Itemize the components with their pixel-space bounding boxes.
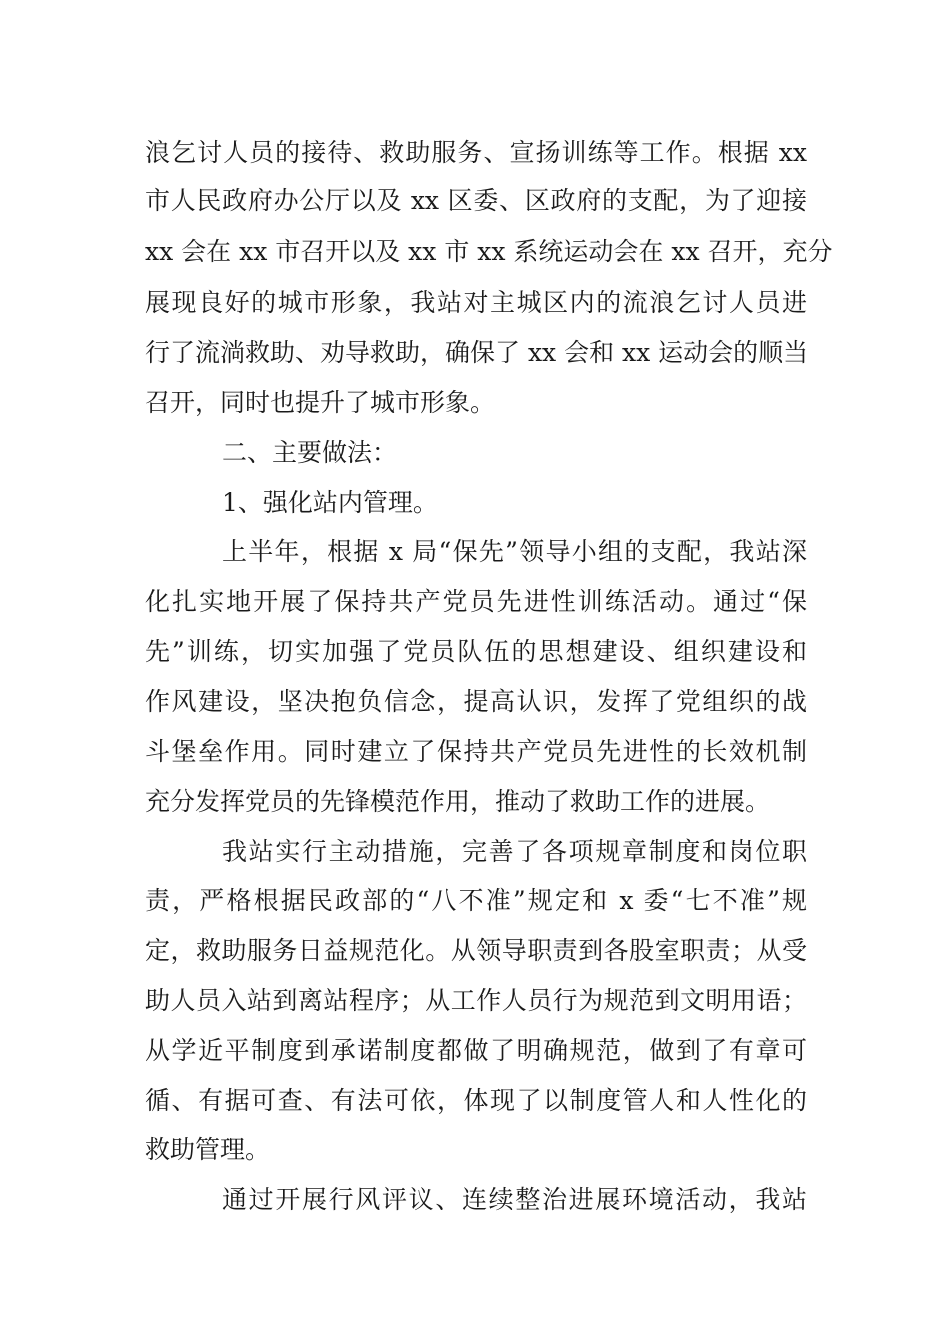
text-line: 从学近平制度到承诺制度都做了明确规范，做到了有章可 <box>145 1036 807 1065</box>
text-line: 先”训练，切实加强了党员队伍的思想建设、组织建设和 <box>145 637 807 666</box>
subsection-heading: 1、强化站内管理。 <box>222 488 438 517</box>
text-line: 斗堡垒作用。同时建立了保持共产党员先进性的长效机制 <box>145 737 807 766</box>
section-heading: 二、主要做法： <box>222 438 398 467</box>
text-line: 定，救助服务日益规范化。从领导职责到各股室职责；从受 <box>145 936 807 965</box>
text-line: 责，严格根据民政部的“八不准”规定和 x 委“七不准”规 <box>145 886 807 915</box>
paragraph-first-line: 通过开展行风评议、连续整治进展环境活动，我站 <box>222 1185 807 1214</box>
text-line: 浪乞讨人员的接待、救助服务、宣扬训练等工作。根据 xx <box>145 138 807 167</box>
text-line: 化扎实地开展了保持共产党员先进性训练活动。通过“保 <box>145 587 807 616</box>
text-line: xx 会在 xx 市召开以及 xx 市 xx 系统运动会在 xx 召开，充分 <box>145 237 833 266</box>
text-line: 行了流淌救助、劝导救助，确保了 xx 会和 xx 运动会的顺当 <box>145 338 809 367</box>
text-line: 作风建设，坚决抱负信念，提高认识，发挥了党组织的战 <box>145 687 807 716</box>
text-line: 救助管理。 <box>145 1135 271 1164</box>
paragraph-first-line: 我站实行主动措施，完善了各项规章制度和岗位职 <box>222 837 807 866</box>
text-line: 充分发挥党员的先锋模范作用，推动了救助工作的进展。 <box>145 787 771 816</box>
text-line: 助人员入站到离站程序；从工作人员行为规范到文明用语； <box>145 986 807 1015</box>
text-line: 市人民政府办公厅以及 xx 区委、区政府的支配，为了迎接 <box>145 186 807 215</box>
paragraph-first-line: 上半年，根据 x 局“保先”领导小组的支配，我站深 <box>222 537 807 566</box>
text-line: 召开，同时也提升了城市形象。 <box>145 388 496 417</box>
text-line: 循、有据可查、有法可依，体现了以制度管人和人性化的 <box>145 1086 807 1115</box>
text-line: 展现良好的城市形象，我站对主城区内的流浪乞讨人员进 <box>145 288 807 317</box>
